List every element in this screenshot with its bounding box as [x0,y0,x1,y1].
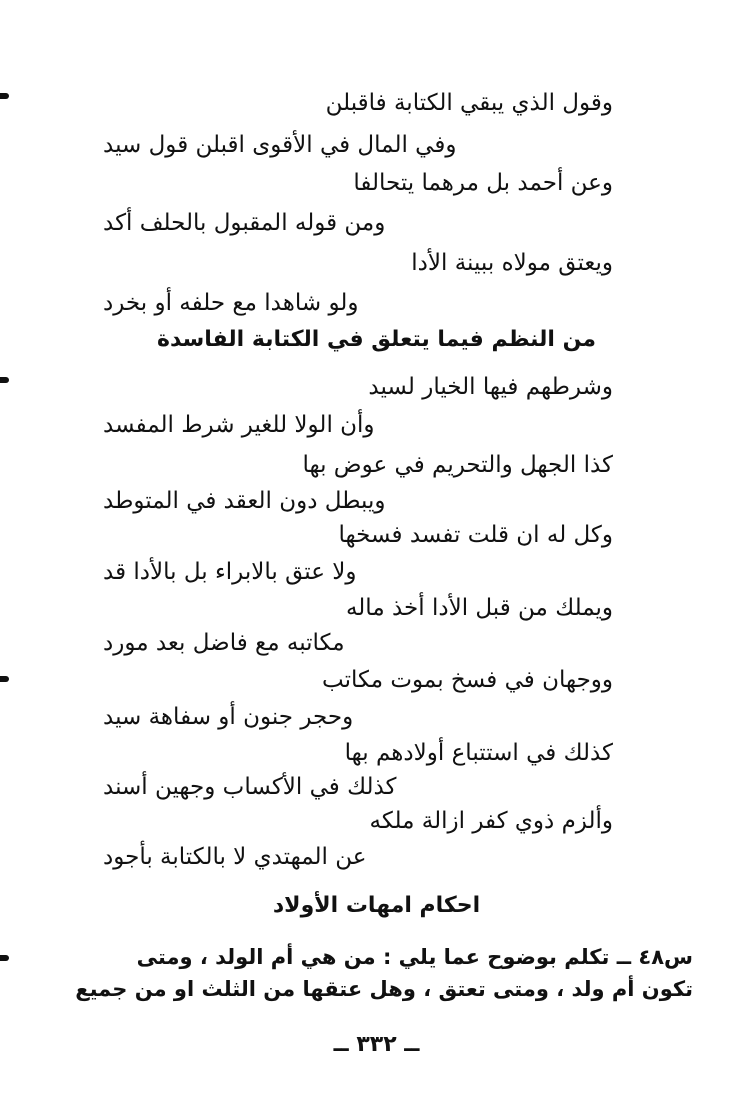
verse-line: مكاتبه مع فاضل بعد مورد [103,630,345,656]
margin-mark [0,93,9,99]
verse-line: كذا الجهل والتحريم في عوض بها [302,452,613,478]
verse-line: وألزم ذوي كفر ازالة ملكه [369,808,613,834]
question-line: تكون أم ولد ، ومتى تعتق ، وهل عتقها من الثلث او من جميع [75,977,693,1001]
verse-line: ويعتق مولاه ببينة الأدا [411,250,613,276]
verse-line: ولا عتق بالابراء بل بالأدا قد [103,559,357,585]
verse-line: وشرطهم فيها الخيار لسيد [368,374,613,400]
section-heading: احكام امهات الأولاد [272,893,481,918]
verse-line: كذلك في استتباع أولادهم بها [344,740,613,766]
margin-mark [0,676,9,682]
verse-line: وأن الولا للغير شرط المفسد [103,412,375,438]
margin-mark [0,955,9,961]
verse-line: ولو شاهدا مع حلفه أو بخرد [103,290,359,316]
verse-line: ومن قوله المقبول بالحلف أكد [103,210,386,236]
section-heading: من النظم فيما يتعلق في الكتابة الفاسدة [156,327,597,352]
verse-line: ووجهان في فسخ بموت مكاتب [322,667,613,693]
margin-mark [0,377,9,383]
verse-line: عن المهتدي لا بالكتابة بأجود [103,844,367,870]
verse-line: ويبطل دون العقد في المتوطد [103,488,386,514]
verse-line: كذلك في الأكساب وجهين أسند [103,774,397,800]
verse-line: وكل له ان قلت تفسد فسخها [338,522,613,548]
verse-line: ويملك من قبل الأدا أخذ ماله [345,595,613,621]
question-line: س٤٨ ــ تكلم بوضوح عما يلي : من هي أم الولد ، ومتى [136,945,693,969]
verse-line: وعن أحمد بل مرهما يتحالفا [353,170,613,196]
verse-line: وقول الذي يبقي الكتابة فاقبلن [325,90,613,116]
page-number: ــ ٣٣٢ ــ [333,1032,420,1057]
verse-line: وفي المال في الأقوى اقبلن قول سيد [103,132,457,158]
verse-line: وحجر جنون أو سفاهة سيد [103,704,354,730]
